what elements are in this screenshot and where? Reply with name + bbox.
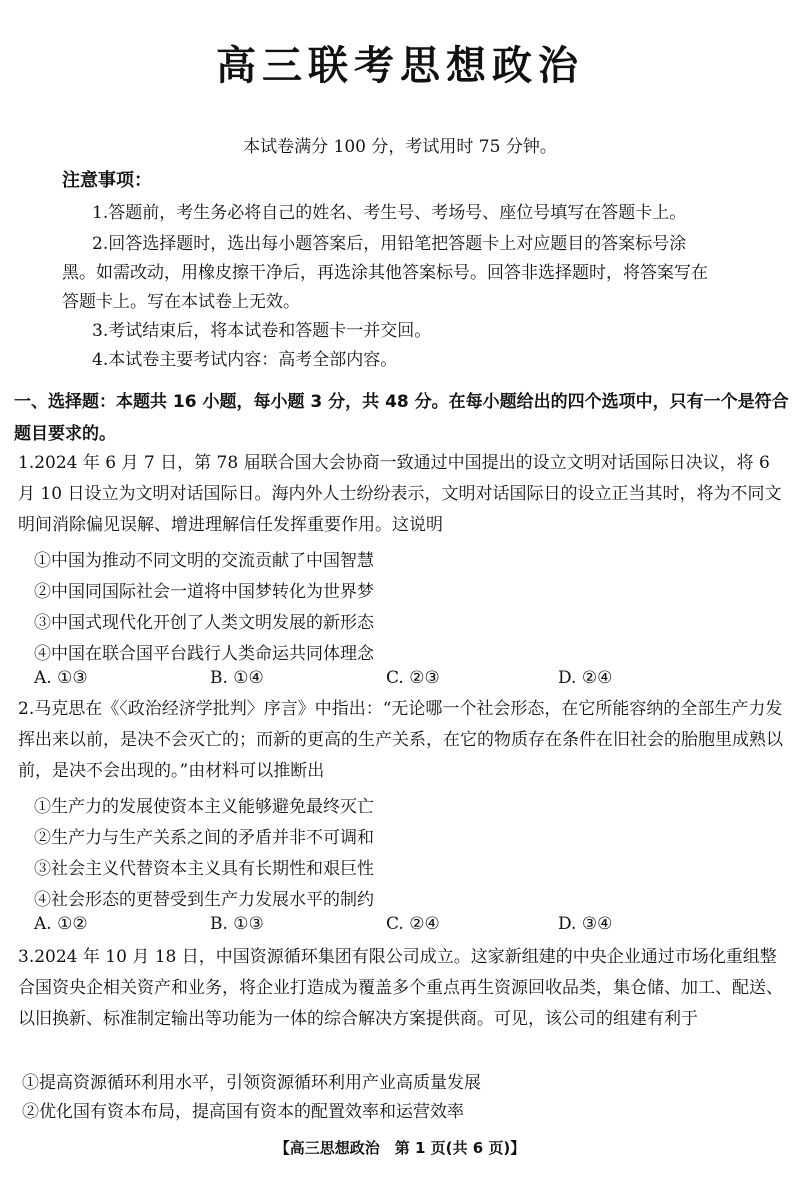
question-option: ③社会主义代替资本主义具有长期性和艰巨性 xyxy=(34,859,374,879)
question-option: ③中国式现代化开创了人类文明发展的新形态 xyxy=(34,613,374,633)
question-option: ②中国同国际社会一道将中国梦转化为世界梦 xyxy=(34,582,374,602)
answer-choice-d: D. ③④ xyxy=(558,914,613,934)
question-option: ④社会形态的更替受到生产力发展水平的制约 xyxy=(34,890,374,910)
answer-choice-a: A. ①③ xyxy=(34,668,88,688)
notice-item: 3.考试结束后，将本试卷和答题卡一并交回。 xyxy=(92,321,432,341)
notice-item: 2.回答选择题时，选出每小题答案后，用铅笔把答题卡上对应题目的答案标号涂 xyxy=(92,234,687,254)
answer-choice-b: B. ①④ xyxy=(210,668,264,688)
answer-choice-c: C. ②③ xyxy=(386,668,440,688)
question-option: ②生产力与生产关系之间的矛盾并非不可调和 xyxy=(34,828,374,848)
question-option: ④中国在联合国平台践行人类命运共同体理念 xyxy=(34,644,374,664)
notice-item: 1.答题前，考生务必将自己的姓名、考生号、考场号、座位号填写在答题卡上。 xyxy=(92,203,687,223)
question-option: ①生产力的发展使资本主义能够避免最终灭亡 xyxy=(34,797,374,817)
answer-choice-d: D. ②④ xyxy=(558,668,613,688)
question-option: ①中国为推动不同文明的交流贡献了中国智慧 xyxy=(34,551,374,571)
answer-choice-a: A. ①② xyxy=(34,914,88,934)
page-title: 高三联考思想政治 xyxy=(216,43,584,89)
section-heading: 一、选择题：本题共 16 小题，每小题 3 分，共 48 分。在每小题给出的四个选项中，只有一个是符合题目要求的。 xyxy=(14,392,789,444)
answer-choice-c: C. ②④ xyxy=(386,914,440,934)
question-stem: 3.2024 年 10 月 18 日，中国资源循环集团有限公司成立。这家新组建的中央企业通过市场化重组整合国资央企相关资产和业务，将企业打造成为覆盖多个重点再生资源回收品类，集仓储、加工、配送、以旧换新、标准制定输出等功能为一体的综合解决方案提供商。可见，该公司的组建有利于 xyxy=(18,947,783,1029)
answer-choice-b: B. ①③ xyxy=(210,914,264,934)
question-option: ②优化国有资本布局，提高国有资本的配置效率和运营效率 xyxy=(22,1102,464,1122)
question-stem: 1.2024 年 6 月 7 日，第 78 届联合国大会协商一致通过中国提出的设立文明对话国际日决议，将 6 月 10 日设立为文明对话国际日。海内外人士纷纷表示，文明对话国际日的设立正当其时，将为不同文明间消除偏见误解、增进理解信任发挥重要作用。这说明 xyxy=(18,453,782,535)
page-footer: 【高三思想政治 第 1 页(共 6 页)】 xyxy=(274,1139,526,1157)
exam-info: 本试卷满分 100 分，考试用时 75 分钟。 xyxy=(243,137,557,157)
notice-item: 答题卡上。写在本试卷上无效。 xyxy=(62,292,300,312)
notice-heading: 注意事项： xyxy=(62,170,152,191)
notice-item: 黑。如需改动，用橡皮擦干净后，再选涂其他答案标号。回答非选择题时，将答案写在 xyxy=(62,263,708,283)
notice-item: 4.本试卷主要考试内容：高考全部内容。 xyxy=(92,350,398,370)
question-stem: 2.马克思在《〈政治经济学批判〉序言》中指出：“无论哪一个社会形态，在它所能容纳的全部生产力发挥出来以前，是决不会灭亡的；而新的更高的生产关系，在它的物质存在条件在旧社会的胎胞里成熟以前，是决不会出现的。”由材料可以推断出 xyxy=(18,699,783,781)
question-option: ①提高资源循环利用水平，引领资源循环利用产业高质量发展 xyxy=(22,1073,481,1093)
